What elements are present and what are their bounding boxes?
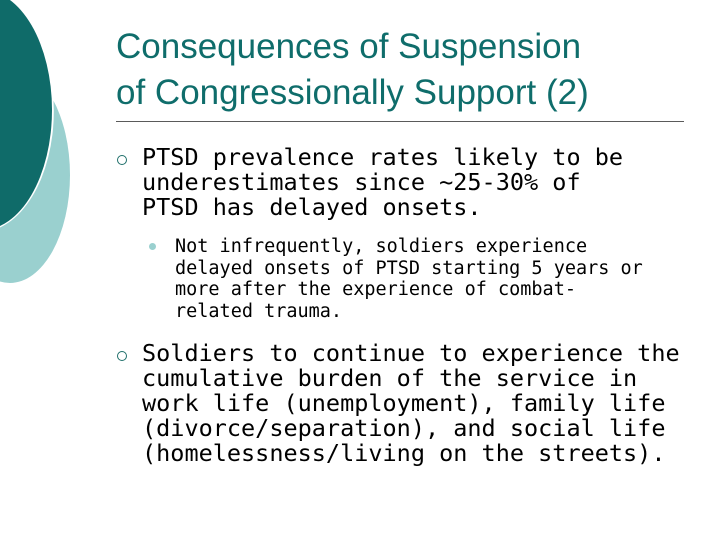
text-line: related trauma. [175,300,343,322]
decorative-circles [0,0,110,300]
text-line: delayed onsets of PTSD starting 5 years or [175,257,643,279]
text-line: more after the experience of combat- [175,279,576,300]
text-line: Soldiers to continue to experience the [142,339,680,367]
text-line: (homelessness/living on the streets). [142,439,666,467]
slide-title [116,24,696,116]
text-line: PTSD has delayed onsets. [142,193,482,221]
bullet-icon [117,155,127,165]
text-line: cumulative burden of the service in [142,364,638,392]
text-line: (divorce/separation), and social life [142,414,666,442]
text-line: underestimates since ~25-30% of [142,168,581,196]
bullet-1-text [142,145,702,220]
title-divider [116,121,684,122]
sub-bullet-icon [149,243,156,250]
bullet-2-text [142,341,702,466]
text-line: Not infrequently, soldiers experience [175,236,588,257]
text-line: PTSD prevalence rates likely to be [142,143,624,171]
title-line-2: of Congressionally Support (2) [116,73,589,112]
bullet-icon [117,351,127,361]
sub-bullet-1-text [175,236,715,322]
text-line: work life (unemployment), family life [142,389,666,417]
title-line-1: Consequences of Suspension [116,27,582,66]
